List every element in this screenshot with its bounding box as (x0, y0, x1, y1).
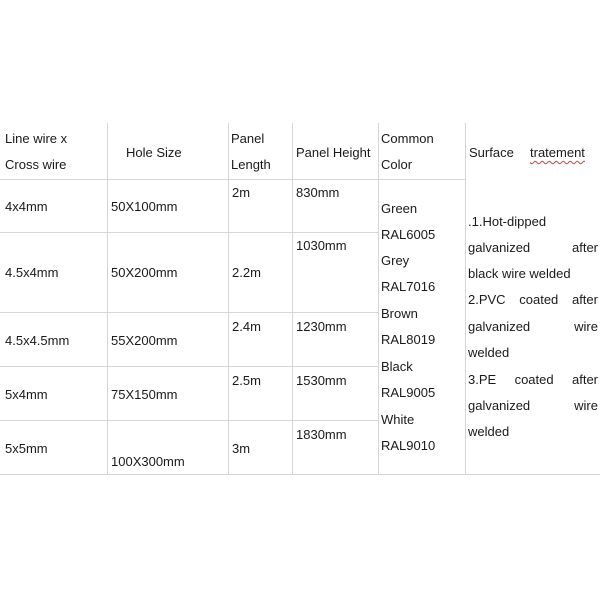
surface-word: galvanized (468, 398, 531, 413)
surface-word: welded (468, 345, 510, 360)
header-line-wire-1: Line wire x (5, 131, 68, 146)
surface-line (468, 292, 598, 308)
surface-line (468, 266, 598, 282)
header-common-color-1: Common (381, 131, 434, 146)
header-panel-height: Panel Height (296, 145, 371, 160)
cell-length: 2m (232, 185, 251, 200)
row-divider (0, 474, 600, 475)
cell-length: 2.2m (232, 265, 261, 280)
header-panel-length-1: Panel (231, 131, 265, 146)
surface-word: wire (574, 319, 598, 334)
color-entry: White (381, 412, 415, 427)
cell-height: 830mm (296, 185, 340, 200)
surface-word: after (571, 240, 598, 255)
surface-word: black wire welded (468, 266, 571, 281)
col-divider (107, 123, 108, 475)
color-entry: Black (381, 359, 413, 374)
surface-line (468, 319, 598, 335)
cell-length: 2.4m (232, 319, 261, 334)
color-entry: RAL6005 (381, 227, 436, 242)
color-entry: Grey (381, 253, 410, 268)
cell-length: 2.5m (232, 373, 261, 388)
surface-word: galvanized (468, 319, 531, 334)
surface-line (468, 372, 598, 388)
surface-word: welded (468, 424, 510, 439)
cell-wire: 4.5x4.5mm (5, 333, 70, 348)
col-divider (378, 123, 379, 475)
cell-hole: 75X150mm (111, 387, 178, 402)
color-entry: Green (381, 201, 418, 216)
row-divider (0, 366, 378, 367)
cell-hole: 50X200mm (111, 265, 178, 280)
header-tratement: tratement (530, 145, 585, 160)
cell-height: 1030mm (296, 238, 347, 253)
surface-line (468, 424, 598, 440)
surface-word: after (571, 292, 598, 307)
color-entry: RAL9005 (381, 385, 436, 400)
cell-hole: 50X100mm (111, 199, 178, 214)
row-divider (0, 179, 465, 180)
col-divider (465, 123, 466, 475)
surface-word: galvanized (468, 240, 531, 255)
surface-line (468, 345, 598, 361)
color-entry: RAL8019 (381, 332, 436, 347)
surface-word: after (571, 372, 598, 387)
color-entry: RAL7016 (381, 279, 436, 294)
header-hole-size: Hole Size (126, 145, 182, 160)
cell-height: 1230mm (296, 319, 347, 334)
cell-wire: 5x4mm (5, 387, 48, 402)
cell-hole: 55X200mm (111, 333, 178, 348)
surface-line (468, 214, 598, 230)
surface-word: 2.PVC (468, 292, 506, 307)
color-entry: RAL9010 (381, 438, 436, 453)
header-panel-length-2: Length (231, 157, 271, 172)
cell-hole: 100X300mm (111, 454, 185, 469)
surface-word: wire (574, 398, 598, 413)
surface-line (468, 398, 598, 414)
header-surface: Surface (469, 145, 514, 160)
col-divider (292, 123, 293, 475)
surface-word: .1.Hot-dipped (468, 214, 547, 229)
surface-word: 3.PE (468, 372, 497, 387)
cell-height: 1530mm (296, 373, 347, 388)
cell-length: 3m (232, 441, 251, 456)
surface-word: coated (514, 372, 554, 387)
cell-wire: 5x5mm (5, 441, 48, 456)
row-divider (0, 232, 378, 233)
header-common-color-2: Color (381, 157, 413, 172)
surface-word: coated (519, 292, 559, 307)
row-divider (0, 312, 378, 313)
col-divider (228, 123, 229, 475)
row-divider (0, 420, 378, 421)
cell-wire: 4.5x4mm (5, 265, 59, 280)
surface-line (468, 240, 598, 256)
cell-height: 1830mm (296, 427, 347, 442)
cell-wire: 4x4mm (5, 199, 48, 214)
color-entry: Brown (381, 306, 418, 321)
header-line-wire-2: Cross wire (5, 157, 67, 172)
